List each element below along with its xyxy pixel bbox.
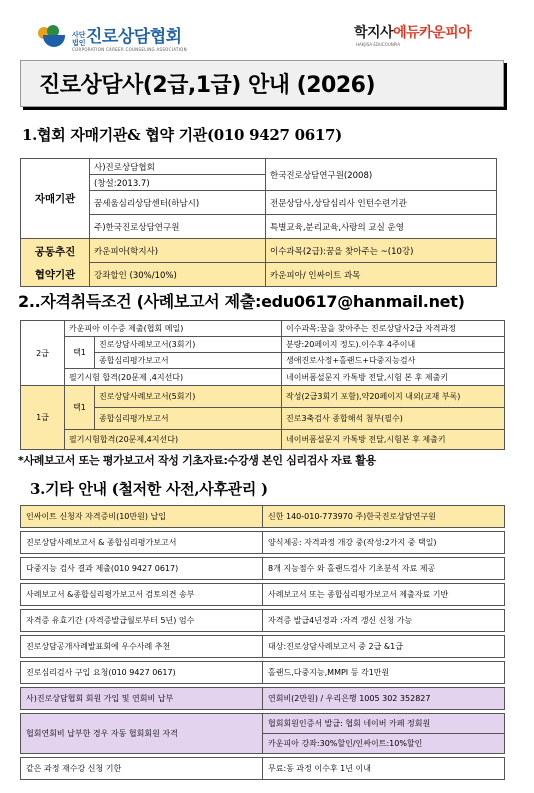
cell: 진로상담사례보고서 & 종합심리평가보고서 [21, 532, 263, 554]
cell: 사례보고서 &종합심리평가보고서 검토의견 송부 [21, 584, 263, 606]
cell: 사)진로상담협회 회원 가입 및 연회비 납부 [21, 688, 263, 710]
cell: 전문상담사,상담심리사 인턴수련기관 [266, 191, 497, 215]
cell: 무료:동 과정 이수후 1년 이내 [263, 758, 505, 780]
cell: 카운피아 이수증 제출(협회 메일) [65, 321, 282, 337]
cell: 8개 지능점수 와 홀랜드검사 기초분석 자료 제공 [263, 558, 505, 580]
cell: 신한 140-010-773970 주)한국진로상담연구원 [263, 506, 505, 528]
category-partner-line1: 공동추진 [34, 245, 76, 258]
logo-org-small: 사단법인 [72, 31, 86, 47]
section2-heading: 2..자격취득조건 (사례보고서 제출:edu0617@hanmail.net) [18, 292, 465, 311]
option-label: 택1 [65, 337, 95, 369]
cell: 이수과목:꿈을 찾아주는 진로상담사2급 자격과정 [282, 321, 505, 337]
cell: (창설:2013.7) [90, 175, 266, 191]
partner-logo [354, 22, 471, 47]
cell: 다중지능 검사 결과 제출(010 9427 0617) [21, 558, 263, 580]
other-info-table [20, 505, 505, 780]
cell: 이수과목(2급):꿈을 찾아주는 ~(10강) [266, 239, 497, 263]
cell: 진로3축검사 종합해석 첨부(필수) [282, 408, 505, 430]
cell: 진로상담사례보고서(3회기) [95, 337, 282, 353]
cell: 강좌할인 (30%/10%) [90, 263, 266, 287]
cell: 양식제공: 자격과정 개강 중(작성:2가지 중 택일) [263, 532, 505, 554]
cell: 연회비(2만원) / 우리은행 1005 302 352827 [263, 688, 505, 710]
cell: 진로심리검사 구입 요청(010 9427 0617) [21, 662, 263, 684]
cell: 종합심리평가보고서 [95, 408, 282, 430]
cell: 사례보고서 또는 종합심리평가보고서 제출자료 기반 [263, 584, 505, 606]
cell: 한국진로상담연구원(2008) [266, 159, 497, 191]
cell: 생애진로사정+홀랜드+다중지능검사 [282, 353, 505, 369]
category-partner [21, 239, 90, 287]
cell: 작성(2급3회기 포함),약20페이지 내외(교재 부록) [282, 386, 505, 408]
cell: 꿈세움심리상담센터(하남시) [90, 191, 266, 215]
cell: 주)한국진로상담연구원 [90, 215, 266, 239]
cell: 자격증 발급4년경과 :자격 갱신 신청 가능 [263, 610, 505, 632]
page-title: 진로상담사(2급,1급) 안내 (2026) [39, 73, 376, 98]
partner-name-b: 에듀카운피아 [393, 25, 472, 41]
cell: 카운피아/ 인싸이트 과목 [266, 263, 497, 287]
cell: 홀랜드,다중지능,MMPI 등 각1만원 [263, 662, 505, 684]
category-sister: 자매기관 [21, 159, 90, 239]
cell: 같은 과정 재수강 신청 기한 [21, 758, 263, 780]
cell: 필기시험 합격(20문제 ,4지선다) [65, 369, 282, 386]
cell: 협회회원인증서 발급: 협회 네이버 카페 정회원 [263, 714, 505, 734]
cell: 네이버폼설문지 카톡방 전달,시험 본 후 제출키 [282, 369, 505, 386]
section1-heading: 1.협회 자매기관& 협약 기관(010 9427 0617) [22, 126, 342, 144]
cell: 카운피아 강좌:30%할인/인싸이트:10%할인 [263, 734, 505, 754]
cell: 자격증 유효기간 (자격증발급월로부터 5년) 엄수 [21, 610, 263, 632]
cell: 진로상담사례보고서(5회기) [95, 386, 282, 408]
cell: 필기시험합격(20문제,4지선다) [65, 430, 282, 450]
title-box [20, 60, 504, 107]
cell: 인싸이트 신청자 자격증비(10만원) 납입 [21, 506, 263, 528]
grade-2-label: 2급 [21, 321, 65, 386]
qualification-table [20, 320, 505, 450]
cell: 협회연회비 납부한 경우 자동 협회회원 자격 [21, 714, 263, 754]
cell: 대상:진로상담사례보고서 중 2급 &1급 [263, 636, 505, 658]
partner-sub: HAKJISA EDUCOUNPIA [356, 42, 401, 47]
note-text: *사례보고서 또는 평가보고서 작성 기초자료:수강생 본인 심리검사 자료 활용 [18, 454, 376, 467]
cell: 카운피아(학지사) [90, 239, 266, 263]
category-partner-line2: 협약기관 [34, 268, 76, 281]
header [0, 0, 534, 56]
cell: 종합심리평가보고서 [95, 353, 282, 369]
section3-heading: 3.기타 안내 (철저한 사전,사후관리 ) [30, 480, 268, 498]
option-label: 택1 [65, 386, 95, 430]
sister-agencies-table [20, 158, 497, 287]
cell: 특별교육,분리교육,사랑의 교실 운영 [266, 215, 497, 239]
logo-org-sub: CORPORATION CAREER COUNSELING ASSOCIATION [72, 47, 187, 52]
association-logo-icon [38, 25, 68, 49]
cell: 진로상담공개사례발표회에 우수사례 추천 [21, 636, 263, 658]
partner-name-a: 학지사 [354, 25, 394, 41]
cell: 네이버폼설문지 카톡방 전달,시험본 후 제출키 [282, 430, 505, 450]
logo-org-name: 진로상담협회 [86, 27, 182, 47]
cell: 분량:20페이지 정도).이수후 4주이내 [282, 337, 505, 353]
association-logo [38, 22, 187, 52]
cell: 사)진로상담협회 [90, 159, 266, 175]
grade-1-label: 1급 [21, 386, 65, 450]
